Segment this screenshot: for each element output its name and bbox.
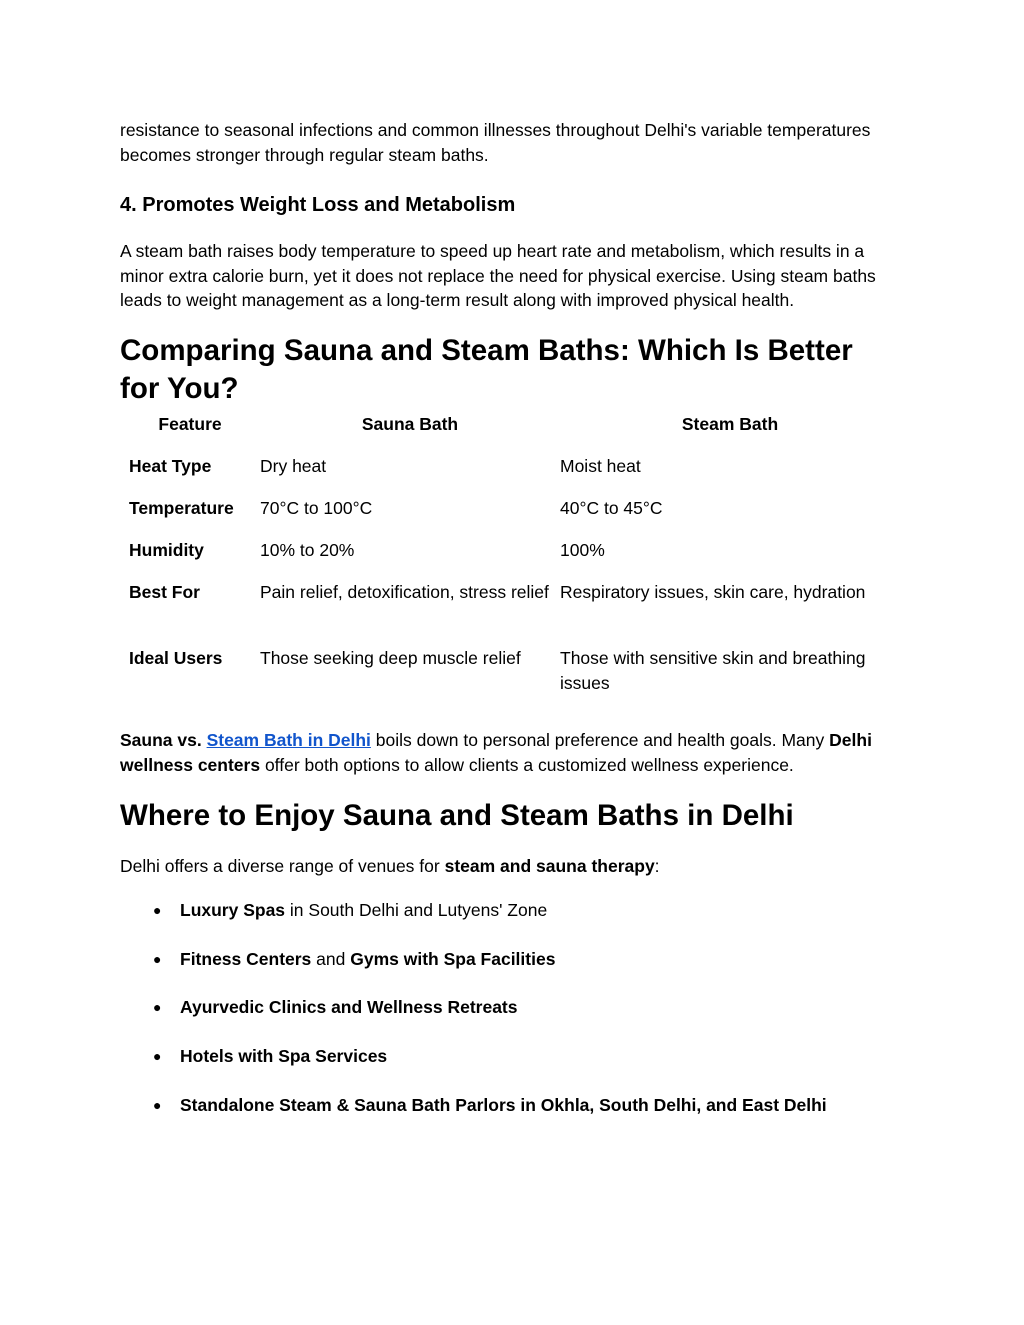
where-heading: Where to Enjoy Sauna and Steam Baths in Delhi — [120, 799, 794, 832]
bullet-icon: ● — [153, 1096, 162, 1113]
comparison-table — [120, 412, 900, 712]
venues-intro-bold: steam and sauna therapy — [444, 856, 655, 876]
table-header-row — [120, 412, 900, 454]
list-item-bold: Fitness Centers — [180, 948, 312, 969]
table-cell-feature: Heat Type — [129, 456, 212, 476]
table-cell-feature: Ideal Users — [129, 648, 223, 668]
weight-loss-paragraph: A steam bath raises body temperature to speed up heart rate and metabolism, which results in a minor extra calorie burn, yet it does not replace the need for physical exercise. Using steam baths leads to weight management as a long-term result along with improved physical health. — [120, 241, 876, 310]
table-row — [120, 496, 900, 538]
venues-intro-paragraph — [120, 854, 660, 879]
vs-mid-text: boils down to personal preference and health goals. Many — [370, 730, 830, 750]
steam-bath-delhi-link[interactable]: Steam Bath in Delhi — [206, 730, 371, 750]
intro-paragraph: resistance to seasonal infections and common illnesses throughout Delhi's variable temperatures becomes stronger through regular steam baths. — [120, 120, 871, 165]
list-item-bold-2: Gyms with Spa Facilities — [350, 948, 556, 969]
bullet-icon: ● — [153, 950, 162, 967]
bullet-icon: ● — [153, 999, 162, 1016]
table-cell-sauna: 10% to 20% — [260, 540, 355, 560]
venues-intro-lead: Delhi offers a diverse range of venues for — [120, 856, 445, 876]
table-row — [120, 580, 900, 646]
list-item-bold: Luxury Spas — [180, 900, 286, 920]
table-header-feature: Feature — [158, 414, 222, 434]
list-item-rest: in South Delhi and Lutyens' Zone — [285, 900, 548, 920]
venues-list — [120, 898, 827, 1141]
bullet-icon: ● — [153, 902, 162, 918]
table-cell-sauna: Those seeking deep muscle relief — [260, 648, 521, 668]
table-cell-sauna: 70°C to 100°C — [260, 498, 373, 518]
table-cell-steam: Moist heat — [560, 456, 641, 476]
venues-intro-tail: : — [654, 856, 660, 876]
table-row — [120, 454, 900, 496]
vs-lead-text: Sauna vs. — [120, 730, 207, 750]
table-row — [120, 646, 900, 712]
table-cell-steam: 100% — [560, 540, 605, 560]
sauna-vs-steam-paragraph — [120, 728, 900, 777]
comparison-heading: Comparing Sauna and Steam Baths: Which Is Better for You? — [120, 334, 853, 405]
list-item — [120, 995, 827, 1044]
table-header-sauna: Sauna Bath — [361, 414, 459, 434]
list-item — [120, 1093, 827, 1142]
list-item — [120, 1044, 827, 1093]
bullet-icon: ● — [153, 1048, 162, 1065]
list-item-rest: and — [311, 948, 351, 969]
section-heading-weight-loss: 4. Promotes Weight Loss and Metabolism — [120, 194, 516, 216]
list-item-bold: Hotels with Spa Services — [180, 1046, 388, 1067]
table-cell-steam: Those with sensitive skin and breathing issues — [560, 648, 866, 693]
table-cell-sauna: Dry heat — [260, 456, 327, 476]
table-cell-feature: Humidity — [129, 540, 204, 560]
list-item-bold: Ayurvedic Clinics and Wellness Retreats — [180, 997, 518, 1018]
table-cell-sauna: Pain relief, detoxification, stress relief — [260, 582, 549, 602]
table-header-steam: Steam Bath — [681, 414, 779, 434]
table-cell-steam: Respiratory issues, skin care, hydration — [560, 582, 866, 602]
wellness-centers-text: Delhi wellness centers — [120, 730, 872, 775]
table-cell-feature: Temperature — [129, 498, 234, 518]
vs-tail-text: offer both options to allow clients a customized wellness experience. — [260, 754, 794, 775]
table-cell-steam: 40°C to 45°C — [560, 498, 663, 518]
list-item-bold: Standalone Steam & Sauna Bath Parlors in Okhla, South Delhi, and East Delhi — [180, 1094, 827, 1115]
table-row — [120, 538, 900, 580]
table-cell-feature: Best For — [129, 582, 200, 602]
list-item — [120, 898, 827, 947]
list-item — [120, 947, 827, 996]
